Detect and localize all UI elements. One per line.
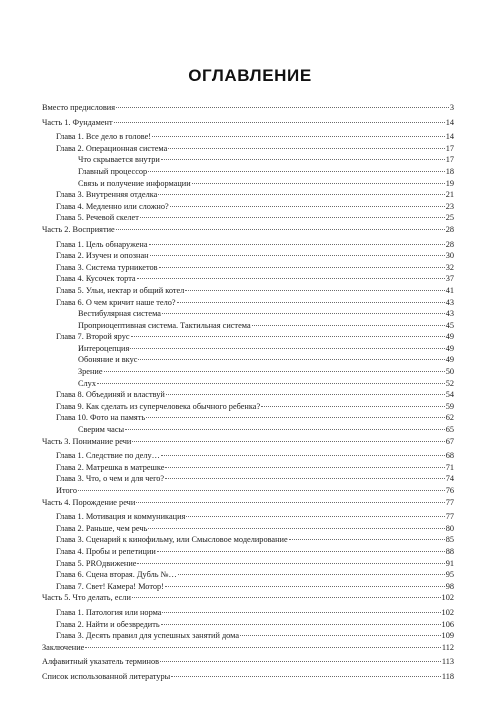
toc-chapter-entry xyxy=(42,389,454,401)
toc-page-number: 77 xyxy=(445,512,454,522)
toc-entry-title: Глава 5. Ульи, нектар и общий котел xyxy=(56,285,185,295)
toc-entry-title: Зрение xyxy=(78,367,103,377)
toc-entry-title: Часть 1. Фундамент xyxy=(42,117,113,127)
toc-entry-title: Глава 3. Система турникетов xyxy=(56,262,158,272)
toc-entry-title: Что скрывается внутри xyxy=(78,155,160,165)
toc-chapter-entry xyxy=(42,607,454,619)
toc-dot-leader xyxy=(177,302,445,303)
toc-page-number: 85 xyxy=(445,535,454,545)
toc-entry-title: Часть 5. Что делать, если xyxy=(42,593,131,603)
toc-page-number: 102 xyxy=(441,607,454,617)
toc-dot-leader xyxy=(152,136,445,137)
toc-dot-leader xyxy=(137,278,445,279)
toc-entry-title: Связь и получение информации xyxy=(78,178,191,188)
toc-page-number: 49 xyxy=(445,355,454,365)
toc-chapter-entry xyxy=(42,331,454,343)
toc-dot-leader xyxy=(161,624,441,625)
toc-section-entry xyxy=(42,424,454,436)
toc-page-number: 17 xyxy=(445,143,454,153)
toc-dot-leader xyxy=(171,676,441,677)
toc-entry-title: Глава 3. Десять правил для успешных занятий дома xyxy=(56,631,240,641)
toc-page-number: 25 xyxy=(445,213,454,223)
toc-entry-title: Слух xyxy=(78,378,96,388)
toc-entry-title: Главный процессор xyxy=(78,166,148,176)
toc-chapter-entry xyxy=(42,412,454,424)
toc-entry-title: Глава 1. Мотивация и коммуникация xyxy=(56,512,186,522)
toc-dot-leader xyxy=(131,336,445,337)
toc-dot-leader xyxy=(185,290,444,291)
toc-entry-title: Глава 4. Пробы и репетиции xyxy=(56,546,156,556)
toc-section-entry xyxy=(42,154,454,166)
toc-page-number: 112 xyxy=(441,642,454,652)
toc-entry-title: Часть 3. Понимание речи xyxy=(42,436,132,446)
toc-part-entry xyxy=(42,117,454,129)
toc-entry-title: Глава 5. PROдвижение xyxy=(56,558,137,568)
toc-chapter-entry xyxy=(42,619,454,631)
toc-dot-leader xyxy=(261,406,445,407)
toc-entry-title: Список использованной литературы xyxy=(42,671,171,681)
toc-chapter-entry xyxy=(42,297,454,309)
toc-part-entry xyxy=(42,656,454,668)
toc-dot-leader xyxy=(160,661,441,662)
toc-entry-title: Глава 4. Кусочек торта xyxy=(56,274,136,284)
toc-chapter-entry xyxy=(42,201,454,213)
toc-chapter-entry xyxy=(42,523,454,535)
toc-chapter-entry xyxy=(42,212,454,224)
toc-entry-title: Глава 1. Следствие по делу… xyxy=(56,451,160,461)
toc-page-number: 17 xyxy=(445,155,454,165)
toc-page-number: 98 xyxy=(445,581,454,591)
toc-entry-title: Глава 2. Изучен и опознан xyxy=(56,251,149,261)
toc-entry-title: Глава 1. Цель обнаружена xyxy=(56,239,148,249)
toc-entry-title: Обоняние и вкус xyxy=(78,355,138,365)
toc-dot-leader xyxy=(192,183,445,184)
toc-chapter-entry xyxy=(42,569,454,581)
toc-page-number: 41 xyxy=(445,285,454,295)
toc-page-number: 106 xyxy=(441,619,454,629)
toc-dot-leader xyxy=(130,348,444,349)
toc-dot-leader xyxy=(161,455,445,456)
toc-chapter-entry xyxy=(42,534,454,546)
toc-page-number: 43 xyxy=(445,297,454,307)
toc-dot-leader xyxy=(168,148,444,149)
toc-page-number: 95 xyxy=(445,570,454,580)
toc-page-number: 68 xyxy=(445,451,454,461)
toc-dot-leader xyxy=(132,441,444,442)
toc-dot-leader xyxy=(162,313,445,314)
toc-page-number: 80 xyxy=(445,523,454,533)
toc-entry-title: Глава 2. Операционная система xyxy=(56,143,168,153)
toc-chapter-entry xyxy=(42,546,454,558)
toc-page-number: 52 xyxy=(445,378,454,388)
toc-page-number: 54 xyxy=(445,390,454,400)
toc-dot-leader xyxy=(148,528,444,529)
toc-dot-leader xyxy=(85,647,441,648)
toc-chapter-entry xyxy=(42,143,454,155)
toc-page-number: 28 xyxy=(445,239,454,249)
toc-entry-title: Глава 8. Объединяй и властвуй xyxy=(56,390,165,400)
toc-dot-leader xyxy=(186,516,444,517)
toc-entry-title: Глава 2. Матрешка в матрешке xyxy=(56,462,165,472)
toc-entry-title: Глава 7. Второй ярус xyxy=(56,332,130,342)
toc-entry-title: Алфавитный указатель терминов xyxy=(42,657,160,667)
toc-dot-leader xyxy=(125,429,445,430)
toc-entry-title: Вестибулярная система xyxy=(78,309,161,319)
toc-chapter-entry xyxy=(42,462,454,474)
toc-page-number: 74 xyxy=(445,474,454,484)
toc-dot-leader xyxy=(165,478,445,479)
toc-dot-leader xyxy=(148,171,445,172)
toc-dot-leader xyxy=(138,359,444,360)
toc-dot-leader xyxy=(157,551,445,552)
toc-page-number: 76 xyxy=(445,486,454,495)
toc-chapter-entry xyxy=(42,485,454,497)
toc-chapter-entry xyxy=(42,630,454,642)
toc-entry-title: Глава 7. Свет! Камера! Мотор! xyxy=(56,581,164,591)
toc-dot-leader xyxy=(137,563,444,564)
toc-entry-title: Итого xyxy=(56,486,78,495)
toc-dot-leader xyxy=(150,255,445,256)
toc-dot-leader xyxy=(116,229,445,230)
toc-chapter-entry xyxy=(42,285,454,297)
toc-part-entry xyxy=(42,642,454,654)
toc-entry-title: Глава 3. Внутренняя отделка xyxy=(56,190,158,200)
toc-page-number: 14 xyxy=(445,117,454,127)
toc-dot-leader xyxy=(146,417,445,418)
toc-entry-title: Глава 3. Что, о чем и для чего? xyxy=(56,474,165,484)
toc-page-number: 49 xyxy=(445,332,454,342)
toc-entry-title: Глава 3. Сценарий к кинофильму, или Смысловое моделирование xyxy=(56,535,288,545)
toc-page-number: 88 xyxy=(445,546,454,556)
toc-page-number: 71 xyxy=(445,462,454,472)
toc-entry-title: Вместо предисловия xyxy=(42,103,116,112)
toc-page-number: 45 xyxy=(445,320,454,330)
toc-dot-leader xyxy=(159,267,445,268)
toc-page-number: 23 xyxy=(445,201,454,211)
toc-section-entry xyxy=(42,366,454,378)
toc-dot-leader xyxy=(114,122,445,123)
toc-chapter-entry xyxy=(42,473,454,485)
toc-entry-title: Глава 6. Сцена вторая. Дубль №… xyxy=(56,570,177,580)
toc-dot-leader xyxy=(162,612,440,613)
toc-chapter-entry xyxy=(42,558,454,570)
toc-dot-leader xyxy=(165,586,445,587)
toc-page-number: 67 xyxy=(445,436,454,446)
toc-page-number: 118 xyxy=(441,671,454,681)
toc-dot-leader xyxy=(158,194,444,195)
toc-section-entry xyxy=(42,378,454,390)
toc-dot-leader xyxy=(161,159,445,160)
toc-entry-title: Глава 10. Фото на память xyxy=(56,413,146,423)
toc-page-number: 18 xyxy=(445,166,454,176)
toc-entry-title: Глава 1. Патология или норма xyxy=(56,607,162,617)
toc-entry-title: Сверим часы xyxy=(78,425,125,435)
toc-page-number: 113 xyxy=(441,657,454,667)
toc-part-entry xyxy=(42,102,454,114)
toc-dot-leader xyxy=(140,217,445,218)
toc-entry-title: Глава 6. О чем кричит наше тело? xyxy=(56,297,176,307)
toc-entry-title: Интероцепция xyxy=(78,343,130,353)
toc-part-entry xyxy=(42,671,454,683)
toc-entry-title: Проприоцептивная система. Тактильная система xyxy=(78,320,251,330)
toc-section-entry xyxy=(42,178,454,190)
toc-page-number: 77 xyxy=(445,497,454,507)
toc-page-number: 21 xyxy=(445,190,454,200)
page-title: ОГЛАВЛЕНИЕ xyxy=(188,66,312,85)
toc-page-number: 43 xyxy=(445,309,454,319)
toc-part-entry xyxy=(42,436,454,448)
toc-chapter-entry xyxy=(42,250,454,262)
toc-entry-title: Глава 5. Речевой скелет xyxy=(56,213,139,223)
toc-page-number: 62 xyxy=(445,413,454,423)
toc-part-entry xyxy=(42,224,454,236)
toc-dot-leader xyxy=(170,206,445,207)
toc-page-number: 109 xyxy=(441,631,454,641)
toc-page-number: 49 xyxy=(445,343,454,353)
toc-dot-leader xyxy=(252,325,445,326)
toc-page-number: 50 xyxy=(445,367,454,377)
toc-dot-leader xyxy=(104,371,445,372)
toc-page-number: 102 xyxy=(441,593,454,603)
toc-chapter-entry xyxy=(42,262,454,274)
toc-page-number: 32 xyxy=(445,262,454,272)
table-of-contents xyxy=(42,102,454,683)
toc-entry-title: Глава 2. Найти и обезвредить xyxy=(56,619,160,629)
toc-chapter-entry xyxy=(42,131,454,143)
toc-page-number: 28 xyxy=(445,224,454,234)
toc-page-number: 91 xyxy=(445,558,454,568)
toc-section-entry xyxy=(42,343,454,355)
toc-entry-title: Глава 9. Как сделать из суперчеловека обычного ребенка? xyxy=(56,401,261,411)
toc-dot-leader xyxy=(289,539,445,540)
toc-chapter-entry xyxy=(42,511,454,523)
toc-section-entry xyxy=(42,308,454,320)
toc-entry-title: Глава 2. Раньше, чем речь xyxy=(56,523,148,533)
toc-dot-leader xyxy=(136,502,444,503)
toc-section-entry xyxy=(42,354,454,366)
toc-dot-leader xyxy=(165,467,444,468)
toc-section-entry xyxy=(42,320,454,332)
toc-chapter-entry xyxy=(42,450,454,462)
toc-chapter-entry xyxy=(42,401,454,413)
toc-page-number: 3 xyxy=(449,103,454,112)
toc-page-number: 37 xyxy=(445,274,454,284)
toc-page-number: 19 xyxy=(445,178,454,188)
toc-entry-title: Часть 2. Восприятие xyxy=(42,224,115,234)
toc-chapter-entry xyxy=(42,239,454,251)
toc-dot-leader xyxy=(97,383,445,384)
toc-dot-leader xyxy=(166,394,445,395)
toc-entry-title: Глава 1. Все дело в голове! xyxy=(56,132,152,142)
toc-dot-leader xyxy=(132,597,441,598)
toc-dot-leader xyxy=(78,490,445,491)
toc-page-number: 65 xyxy=(445,425,454,435)
toc-page-number: 59 xyxy=(445,401,454,411)
toc-page-number: 14 xyxy=(445,132,454,142)
toc-dot-leader xyxy=(240,635,440,636)
toc-chapter-entry xyxy=(42,581,454,593)
toc-entry-title: Глава 4. Медленно или сложно? xyxy=(56,201,169,211)
toc-dot-leader xyxy=(116,107,449,108)
toc-dot-leader xyxy=(149,244,445,245)
toc-chapter-entry xyxy=(42,273,454,285)
toc-dot-leader xyxy=(178,574,445,575)
toc-part-entry xyxy=(42,497,454,509)
toc-part-entry xyxy=(42,592,454,604)
toc-chapter-entry xyxy=(42,189,454,201)
toc-page-number: 30 xyxy=(445,251,454,261)
toc-entry-title: Заключение xyxy=(42,642,85,652)
toc-entry-title: Часть 4. Порождение речи xyxy=(42,497,136,507)
toc-section-entry xyxy=(42,166,454,178)
